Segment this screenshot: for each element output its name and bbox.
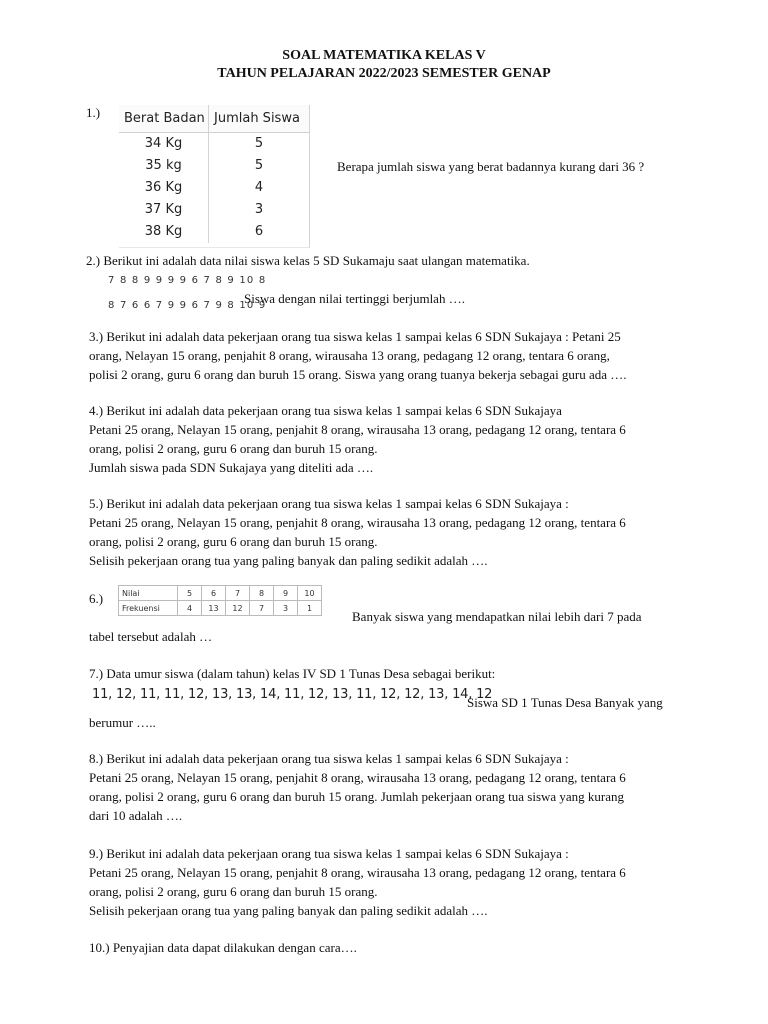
score-frequency-table (118, 585, 322, 616)
table-cell: 13 (202, 601, 226, 616)
question-9 (89, 844, 626, 920)
question-9-line: 9.) Berikut ini adalah data pekerjaan orang tua siswa kelas 1 sampai kelas 6 SDN Sukajaya : (89, 846, 569, 861)
table-cell: 8 (250, 586, 274, 601)
question-7-intro: 7.) Data umur siswa (dalam tahun) kelas IV SD 1 Tunas Desa sebagai berikut: (89, 666, 496, 681)
document-subtitle: TAHUN PELAJARAN 2022/2023 SEMESTER GENAP (217, 66, 551, 81)
table-cell: 3 (254, 202, 264, 217)
question-6-text-continued: tabel tersebut adalah … (89, 629, 213, 644)
weight-table-header-count: Jumlah Siswa (214, 111, 300, 126)
table-cell: 5 (178, 586, 202, 601)
table-cell: 12 (226, 601, 250, 616)
question-3-line: orang, Nelayan 15 orang, penjahit 8 orang, wirausaha 13 orang, pedagang 12 orang, tentara 6 orang, (89, 348, 610, 363)
question-6-text: Banyak siswa yang mendapatkan nilai lebih dari 7 pada (352, 609, 642, 624)
question-4 (89, 401, 626, 477)
table-row (119, 133, 309, 155)
question-1-number: 1.) (86, 105, 101, 120)
table-row (119, 586, 322, 601)
question-9-line: orang, polisi 2 orang, guru 6 orang dan buruh 15 orang. (89, 884, 378, 899)
question-8 (89, 749, 626, 825)
question-2-text: Siswa dengan nilai tertinggi berjumlah …. (244, 291, 465, 306)
table-row (119, 155, 309, 177)
table-cell: 4 (178, 601, 202, 616)
table-cell: 5 (254, 136, 264, 151)
question-6-number: 6.) (89, 591, 104, 606)
question-3-line: polisi 2 orang, guru 6 orang dan buruh 15 orang. Siswa yang orang tuanya bekerja sebagai guru ada …. (89, 367, 627, 382)
table-cell: 4 (254, 180, 264, 195)
table-row (119, 601, 322, 616)
question-1-text: Berapa jumlah siswa yang berat badannya kurang dari 36 ? (337, 159, 645, 174)
question-5-line: 5.) Berikut ini adalah data pekerjaan orang tua siswa kelas 1 sampai kelas 6 SDN Sukajaya : (89, 496, 569, 511)
score-data-line-2: 8 7 6 6 7 9 9 6 7 9 8 10 9 (108, 300, 267, 311)
question-7-text: Siswa SD 1 Tunas Desa Banyak yang (467, 695, 663, 710)
table-row (119, 177, 309, 199)
question-8-line: 8.) Berikut ini adalah data pekerjaan orang tua siswa kelas 1 sampai kelas 6 SDN Sukajaya : (89, 751, 569, 766)
question-8-line: orang, polisi 2 orang, guru 6 orang dan buruh 15 orang. Jumlah pekerjaan orang tua siswa yang kurang (89, 789, 625, 804)
age-data: 11, 12, 11, 11, 12, 13, 13, 14, 11, 12, 13, 11, 12, 12, 13, 14, 12 (92, 687, 493, 702)
table-row (119, 221, 309, 243)
table-cell: 34 Kg (119, 133, 209, 155)
table-cell: 35 kg (119, 155, 209, 177)
weight-table-header (119, 105, 309, 133)
table-cell: 36 Kg (119, 177, 209, 199)
question-9-line: Petani 25 orang, Nelayan 15 orang, penjahit 8 orang, wirausaha 13 orang, pedagang 12 orang, tentara 6 (89, 865, 626, 880)
table-cell: 37 Kg (119, 199, 209, 221)
question-4-line: orang, polisi 2 orang, guru 6 orang dan buruh 15 orang. (89, 441, 378, 456)
table-cell: 10 (298, 586, 322, 601)
question-3-line: 3.) Berikut ini adalah data pekerjaan orang tua siswa kelas 1 sampai kelas 6 SDN Sukajaya : Petani 25 (89, 329, 621, 344)
question-10: 10.) Penyajian data dapat dilakukan dengan cara…. (89, 940, 357, 955)
question-7-text-continued: berumur ….. (89, 715, 156, 730)
weight-table-header-weight: Berat Badan (119, 105, 209, 132)
table-cell: 6 (202, 586, 226, 601)
score-data-line-1: 7 8 8 9 9 9 9 6 7 8 9 10 8 (108, 275, 267, 286)
table-row (119, 199, 309, 221)
table-cell: 1 (298, 601, 322, 616)
table-cell: Frekuensi (119, 601, 178, 616)
question-5-line: Selisih pekerjaan orang tua yang paling banyak dan paling sedikit adalah …. (89, 553, 488, 568)
table-cell: 3 (274, 601, 298, 616)
question-8-line: dari 10 adalah …. (89, 808, 183, 823)
table-cell: Nilai (119, 586, 178, 601)
table-cell: 6 (254, 224, 264, 239)
question-5-line: orang, polisi 2 orang, guru 6 orang dan buruh 15 orang. (89, 534, 378, 549)
question-5-line: Petani 25 orang, Nelayan 15 orang, penjahit 8 orang, wirausaha 13 orang, pedagang 12 orang, tentara 6 (89, 515, 626, 530)
table-cell: 7 (250, 601, 274, 616)
question-8-line: Petani 25 orang, Nelayan 15 orang, penjahit 8 orang, wirausaha 13 orang, pedagang 12 orang, tentara 6 (89, 770, 626, 785)
question-5 (89, 494, 626, 570)
table-cell: 9 (274, 586, 298, 601)
document-title: SOAL MATEMATIKA KELAS V (282, 48, 486, 63)
table-cell: 7 (226, 586, 250, 601)
question-4-line: Jumlah siswa pada SDN Sukajaya yang diteliti ada …. (89, 460, 374, 475)
question-4-line: 4.) Berikut ini adalah data pekerjaan orang tua siswa kelas 1 sampai kelas 6 SDN Sukajaya (89, 403, 562, 418)
question-4-line: Petani 25 orang, Nelayan 15 orang, penjahit 8 orang, wirausaha 13 orang, pedagang 12 orang, tentara 6 (89, 422, 626, 437)
question-3 (89, 327, 627, 384)
weight-table (119, 105, 310, 248)
table-cell: 38 Kg (119, 221, 209, 243)
question-9-line: Selisih pekerjaan orang tua yang paling banyak dan paling sedikit adalah …. (89, 903, 488, 918)
table-cell: 5 (254, 158, 264, 173)
question-2-intro: 2.) Berikut ini adalah data nilai siswa kelas 5 SD Sukamaju saat ulangan matematika. (86, 253, 530, 268)
